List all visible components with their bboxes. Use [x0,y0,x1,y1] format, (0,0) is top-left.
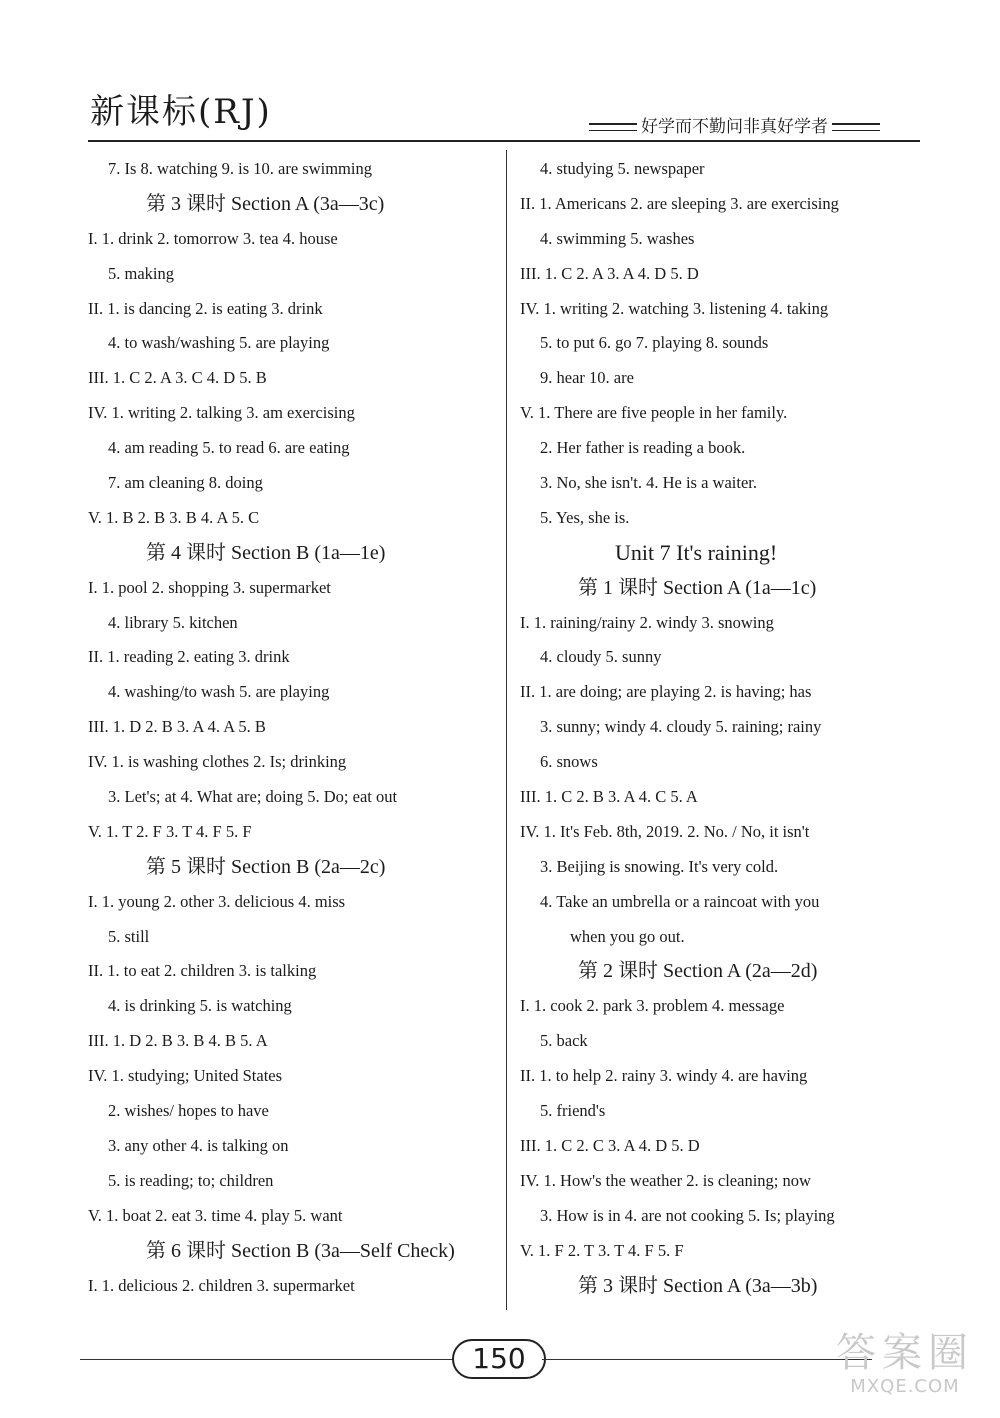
motto-right-ornament [832,123,880,131]
book-title: 新课标(RJ) [90,92,272,132]
answer-line: 5. to put 6. go 7. playing 8. sounds [540,333,769,353]
answer-line: 4. am reading 5. to read 6. are eating [108,438,350,458]
footer-rule-left [80,1359,458,1360]
watermark-logo-text: 答案圈 [836,1330,974,1376]
answer-line: I. 1. delicious 2. children 3. supermarket [88,1275,355,1295]
left-column [88,152,498,1303]
section-heading: 第 5 课时 Section B (2a—2c) [146,855,386,878]
answer-line: I. 1. raining/rainy 2. windy 3. snowing [520,612,774,632]
answer-line: 5. making [108,263,174,283]
footer-rule-right [542,1359,872,1360]
answer-line: 4. cloudy 5. sunny [540,647,662,667]
answer-line: 3. No, she isn't. 4. He is a waiter. [540,473,757,493]
section-heading: 第 1 课时 Section A (1a—1c) [578,576,817,599]
answer-line: IV. 1. writing 2. talking 3. am exercising [88,403,355,423]
answer-line: I. 1. cook 2. park 3. problem 4. message [520,996,785,1016]
answer-line: 4. washing/to wash 5. are playing [108,682,330,702]
answer-line: 4. is drinking 5. is watching [108,996,292,1016]
answer-line: V. 1. B 2. B 3. B 4. A 5. C [88,507,260,527]
answer-line: II. 1. to eat 2. children 3. is talking [88,961,317,981]
motto-left-ornament [589,123,637,131]
column-divider [506,150,507,1310]
answer-line: I. 1. drink 2. tomorrow 3. tea 4. house [88,228,338,248]
answer-line: 4. Take an umbrella or a raincoat with you [540,891,820,911]
answer-line: 5. is reading; to; children [108,1170,274,1190]
answer-line: III. 1. C 2. A 3. C 4. D 5. B [88,368,267,388]
answer-line: II. 1. Americans 2. are sleeping 3. are exercising [520,193,839,213]
answer-line: III. 1. C 2. A 3. A 4. D 5. D [520,263,699,283]
answer-line: 6. snows [540,752,598,772]
header-motto [585,116,925,138]
answer-line: 9. hear 10. are [540,368,634,388]
answer-line: IV. 1. is washing clothes 2. Is; drinking [88,752,347,772]
section-heading: 第 6 课时 Section B (3a—Self Check) [146,1239,455,1262]
answer-line: IV. 1. It's Feb. 8th, 2019. 2. No. / No, it isn't [520,821,810,841]
answer-line: 7. am cleaning 8. doing [108,473,263,493]
watermark-url: MXQE.COM [850,1376,960,1397]
answer-line: when you go out. [570,926,685,946]
answer-line: V. 1. boat 2. eat 3. time 4. play 5. want [88,1205,343,1225]
motto-text: 好学而不勤问非真好学者 [641,117,828,137]
answer-line: 3. How is in 4. are not cooking 5. Is; playing [540,1205,835,1225]
answer-line: III. 1. D 2. B 3. A 4. A 5. B [88,717,266,737]
answer-line: 5. back [540,1031,588,1051]
answer-line: V. 1. There are five people in her family. [520,403,788,423]
section-heading: 第 4 课时 Section B (1a—1e) [146,541,386,564]
answer-line: II. 1. is dancing 2. is eating 3. drink [88,298,323,318]
answer-line: III. 1. C 2. C 3. A 4. D 5. D [520,1135,700,1155]
answer-line: 3. sunny; windy 4. cloudy 5. raining; rainy [540,717,822,737]
answer-line: IV. 1. writing 2. watching 3. listening 4. taking [520,298,829,318]
answer-line: 2. wishes/ hopes to have [108,1101,269,1121]
answer-line: 5. still [108,926,150,946]
answer-line: I. 1. young 2. other 3. delicious 4. miss [88,891,346,911]
header-rule [88,140,920,142]
watermark [825,1330,985,1410]
page-number: 150 [452,1339,546,1379]
answer-line: IV. 1. How's the weather 2. is cleaning; now [520,1170,811,1190]
right-column [520,152,940,1303]
section-heading: 第 3 课时 Section A (3a—3c) [146,192,385,215]
answer-line: III. 1. D 2. B 3. B 4. B 5. A [88,1031,268,1051]
answer-line: 3. any other 4. is talking on [108,1135,289,1155]
section-heading: 第 2 课时 Section A (2a—2d) [578,960,818,983]
answer-line: II. 1. are doing; are playing 2. is having; has [520,682,812,702]
answer-line: 2. Her father is reading a book. [540,438,746,458]
section-heading: Unit 7 It's raining! [615,539,778,565]
answer-line: II. 1. reading 2. eating 3. drink [88,647,290,667]
answer-line: 3. Let's; at 4. What are; doing 5. Do; eat out [108,787,398,807]
answer-line: I. 1. pool 2. shopping 3. supermarket [88,577,331,597]
answer-line: V. 1. F 2. T 3. T 4. F 5. F [520,1240,684,1260]
answer-line: V. 1. T 2. F 3. T 4. F 5. F [88,821,252,841]
answer-line: IV. 1. studying; United States [88,1066,283,1086]
answer-line: 5. Yes, she is. [540,507,630,527]
answer-line: III. 1. C 2. B 3. A 4. C 5. A [520,787,698,807]
answer-line: 4. to wash/washing 5. are playing [108,333,330,353]
section-heading: 第 3 课时 Section A (3a—3b) [578,1274,818,1297]
answer-line: 4. studying 5. newspaper [540,159,705,178]
answer-line: 3. Beijing is snowing. It's very cold. [540,856,779,876]
answer-line: 5. friend's [540,1101,606,1121]
answer-line: 4. library 5. kitchen [108,612,238,632]
answer-line: 4. swimming 5. washes [540,228,695,248]
answer-line: 7. Is 8. watching 9. is 10. are swimming [108,159,372,178]
answer-line: II. 1. to help 2. rainy 3. windy 4. are having [520,1066,808,1086]
